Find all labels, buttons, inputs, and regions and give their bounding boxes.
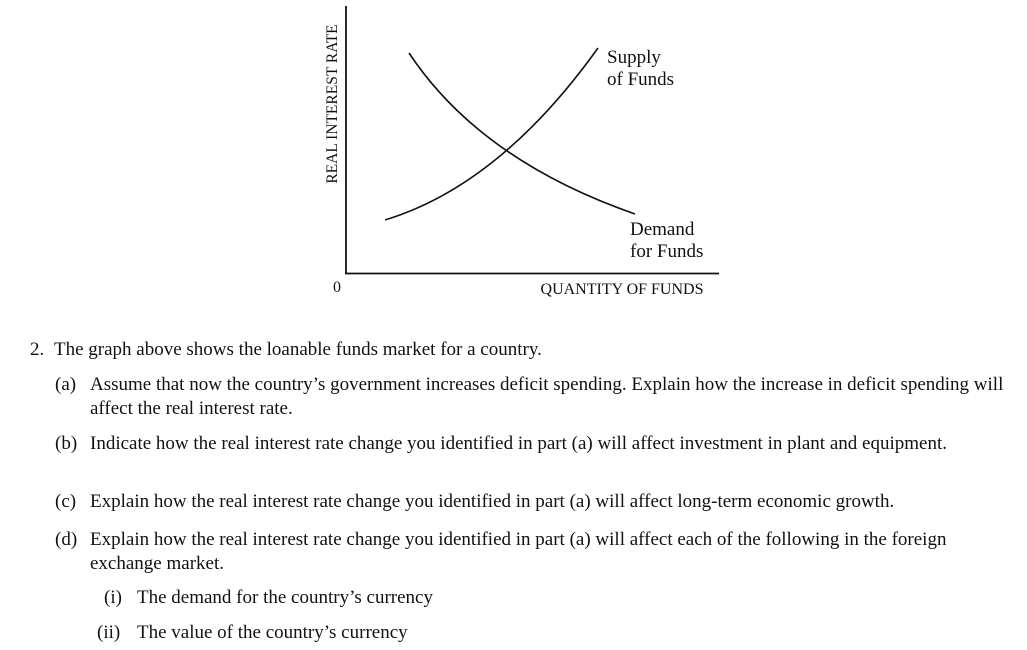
supply-label-line1: Supply	[607, 47, 661, 68]
part-b-label: (b)	[55, 433, 78, 454]
question-text: The graph above shows the loanable funds market for a country.	[54, 339, 542, 360]
question-part-c	[55, 490, 1005, 514]
part-c-label: (c)	[55, 491, 77, 512]
part-d-label: (d)	[55, 529, 78, 550]
y-axis-label: REAL INTEREST RATE	[324, 24, 341, 184]
question-subpart-ii	[97, 621, 797, 645]
x-axis-label: QUANTITY OF FUNDS	[540, 281, 704, 298]
part-c-text: Explain how the real interest rate change you identified in part (a) will affect long-term economic growth.	[90, 491, 895, 512]
supply-label-line2: of Funds	[607, 69, 675, 90]
demand-label-line2: for Funds	[630, 241, 704, 262]
subpart-ii-label: (ii)	[97, 622, 121, 643]
question-2	[30, 338, 1010, 362]
question-part-d	[55, 528, 1005, 576]
question-part-b	[55, 432, 1005, 456]
question-subpart-i	[104, 586, 804, 610]
demand-label-line1: Demand	[630, 219, 695, 240]
question-number: 2.	[30, 339, 45, 360]
subpart-ii-text: The value of the country’s currency	[137, 622, 408, 643]
question-part-a	[55, 373, 1005, 421]
subpart-i-text: The demand for the country’s currency	[137, 587, 433, 608]
part-a-text: Assume that now the country’s government increases deficit spending. Explain how the increase in deficit spending will affect the real interest rate.	[90, 374, 1004, 419]
part-a-label: (a)	[55, 374, 77, 395]
demand-curve	[409, 53, 635, 214]
part-d-text: Explain how the real interest rate change you identified in part (a) will affect each of the following in the foreign exchange market.	[90, 529, 947, 574]
supply-curve	[385, 48, 598, 220]
loanable-funds-graph	[0, 0, 1027, 310]
origin-label: 0	[333, 279, 341, 296]
part-b-text: Indicate how the real interest rate change you identified in part (a) will affect investment in plant and equipment.	[90, 433, 947, 454]
subpart-i-label: (i)	[104, 587, 122, 608]
